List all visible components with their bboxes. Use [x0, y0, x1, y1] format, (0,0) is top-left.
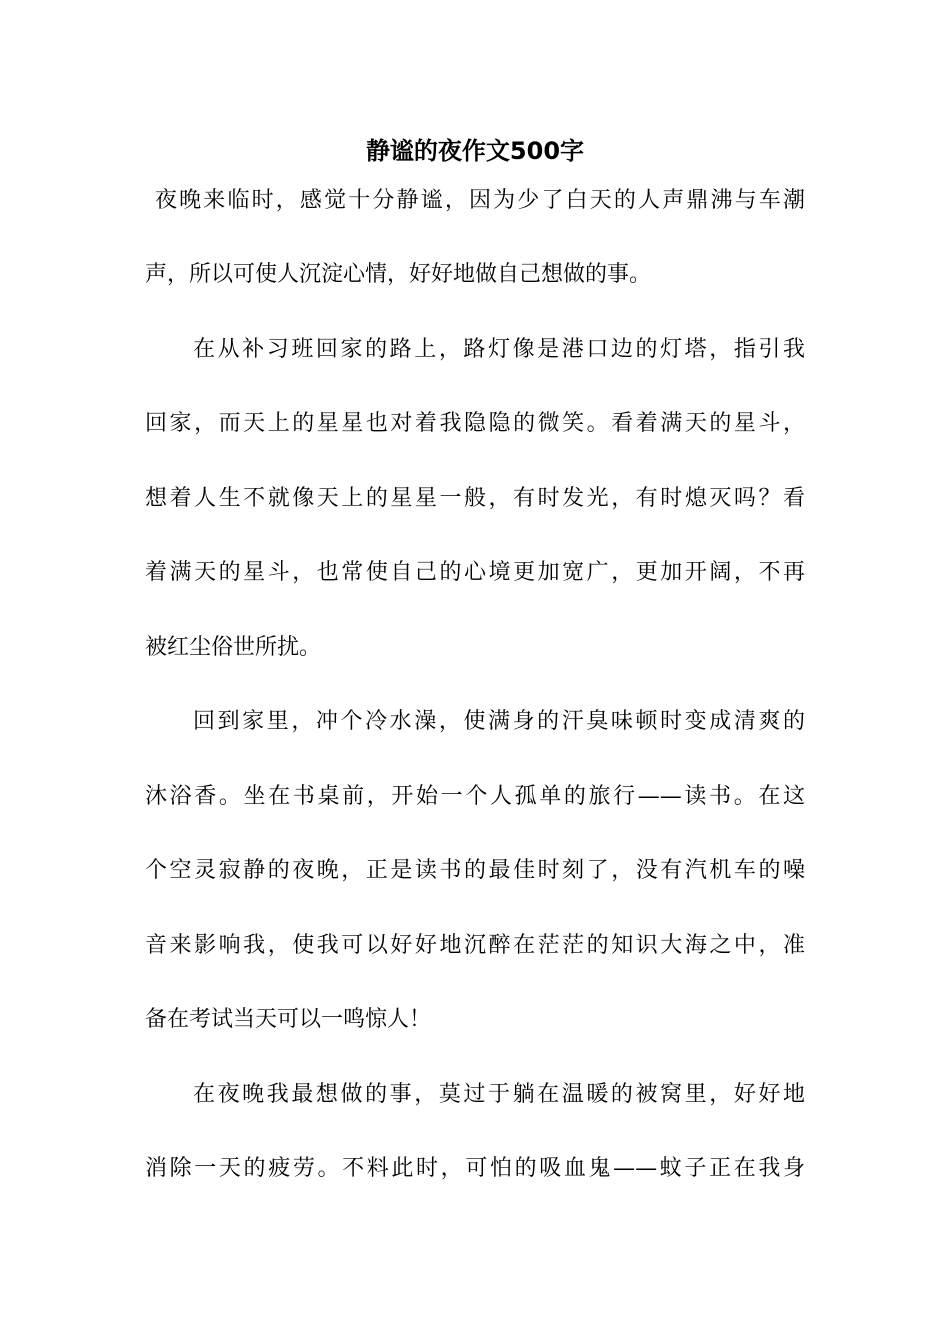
text-line: 着满天的星斗，也常使自己的心境更加宽广，更加开阔，不再 — [145, 560, 805, 585]
text-line: 个空灵寂静的夜晚，正是读书的最佳时刻了，没有汽机车的噪 — [145, 858, 805, 883]
document-title: 静谧的夜作文500字 — [365, 137, 585, 165]
text-line: 回到家里，冲个冷水澡，使满身的汗臭味顿时变成清爽的 — [193, 709, 805, 734]
text-line: 想着人生不就像天上的星星一般，有时发光，有时熄灭吗？看 — [145, 486, 805, 511]
text-line: 在夜晚我最想做的事，莫过于躺在温暖的被窝里，好好地 — [193, 1082, 805, 1107]
text-line: 音来影响我，使我可以好好地沉醉在茫茫的知识大海之中，准 — [145, 933, 805, 958]
text-line: 在从补习班回家的路上，路灯像是港口边的灯塔，指引我 — [193, 337, 805, 362]
text-line: 备在考试当天可以一鸣惊人！ — [145, 1007, 432, 1032]
text-line: 声，所以可使人沉淀心情，好好地做自己想做的事。 — [145, 262, 652, 287]
text-line: 回家，而天上的星星也对着我隐隐的微笑。看着满天的星斗， — [145, 411, 805, 436]
text-line: 夜晚来临时，感觉十分静谧，因为少了白天的人声鼎沸与车潮 — [155, 188, 805, 213]
text-line: 被红尘俗世所扰。 — [145, 635, 322, 660]
text-line: 沐浴香。坐在书桌前，开始一个人孤单的旅行——读书。在这 — [145, 784, 805, 809]
text-line: 消除一天的疲劳。不料此时，可怕的吸血鬼——蚊子正在我身 — [145, 1156, 805, 1181]
